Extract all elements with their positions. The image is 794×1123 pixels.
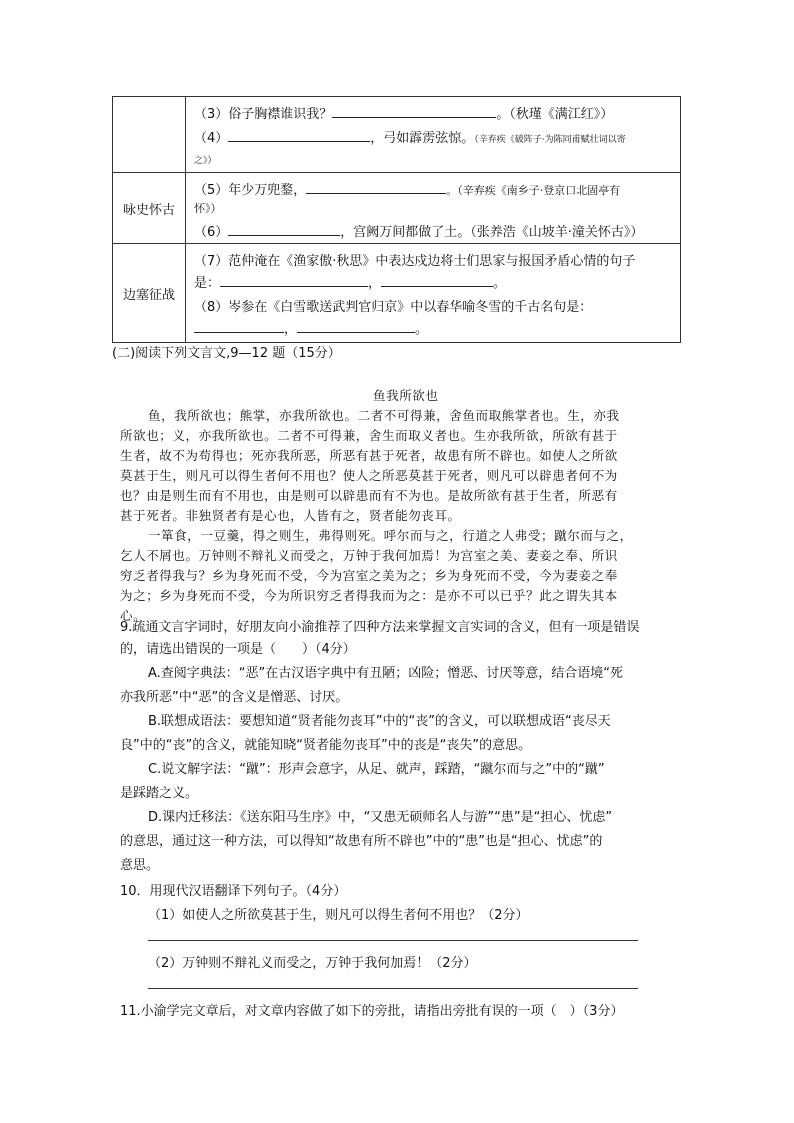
q4-blank[interactable] — [228, 129, 370, 142]
q9-stem: 9.疏通文言字词时，好朋友向小渝推荐了四种方法来掌握文言实词的含义，但有一项是错误 — [120, 620, 640, 635]
q7-text: （7）范仲淹在《渔家傲·秋思》中表达戍边将士们思家与报国矛盾心情的句子 — [194, 254, 636, 269]
passage-line: 穷乏者得我与？乡为身死而不受，今为宫室之美为之；乡为身死而不受，今为妻妾之奉 — [120, 568, 618, 583]
q4-source: （辛弃疾《破阵子·为陈同甫赋壮词以寄 — [474, 135, 626, 145]
q4-source-cont: 之》） — [194, 156, 217, 166]
q4-text: ，弓如霹雳弦惊。 — [370, 131, 475, 146]
q9-option-b-cont: 良”中的“丧”的含义，就能知晓“贤者能勿丧耳”中的丧是“丧失”的意思。 — [120, 738, 532, 753]
category-cell-2 — [113, 173, 186, 244]
passage-line: 乞人不屑也。万钟则不辩礼义而受之，万钟于我何加焉！为宫室之美、妻妾之奉、所识 — [120, 548, 618, 563]
q9-option-d-cont: 的意思，通过这一种方法，可以得知“故患有所不辟也”中的“患”也是“担心、忧虑”的 — [120, 834, 603, 849]
passage-line: 甚于死者。非独贤者有是心也，人皆有之，贤者能勿丧耳。 — [120, 508, 461, 523]
q10-answer-line-1[interactable] — [148, 940, 638, 941]
q6-blank[interactable] — [228, 223, 340, 236]
q3-source: 。（秋瑾《满江红》） — [496, 107, 614, 122]
q7-blank-2[interactable] — [381, 274, 493, 287]
q8-blank-1[interactable] — [194, 320, 284, 333]
row-3-content — [186, 244, 681, 343]
q6-number: （6） — [194, 225, 229, 240]
q8-sep: ， — [284, 322, 298, 337]
passage-line: 莫甚于生，则凡可以得生者何不用也？使人之所恶莫甚于死者，则凡可以辟患者何不为 — [120, 468, 618, 483]
q9-option-a[interactable]: A.查阅字典法：“恶”在古汉语字典中有丑陋；凶险；憎恶、讨厌等意，结合语境“死 — [148, 666, 624, 681]
category-cell-3 — [113, 244, 186, 343]
q9-option-d-cont2: 意思。 — [120, 858, 160, 873]
q9-option-c[interactable]: C.说文解字法：“蹴”：形声会意字，从足、就声，踩踏，“蹴尔而与之”中的“蹴” — [148, 762, 605, 777]
q9-stem-cont: 的，请选出错误的一项是（ ）（4分） — [120, 642, 356, 657]
q5-blank[interactable] — [306, 181, 446, 194]
q9-option-b[interactable]: B.联想成语法：要想知道“贤者能勿丧耳”中的“丧”的含义，可以联想成语“丧尽天 — [148, 714, 611, 729]
passage-line: 也？由是则生而有不用也，由是则可以辟患而有不为也。是故所欲有甚于生者，所恶有 — [120, 488, 618, 503]
q3-blank[interactable] — [332, 105, 496, 118]
category-label-history: 咏史怀古 — [122, 202, 175, 218]
q7-end: 。 — [493, 276, 507, 291]
passage-title: 鱼我所欲也 — [373, 388, 439, 403]
passage-line: 一箪食，一豆羹，得之则生，弗得则死。呼尔而与之，行道之人弗受；蹴尔而与之， — [148, 528, 633, 543]
q5-source: 。（辛弃疾《南乡子·登京口北固亭有 — [446, 184, 621, 197]
passage-line: 生者，故不为苟得也；死亦我所恶，所恶有甚于死者，故患有所不辟也。如使人之所欲 — [120, 448, 618, 463]
q9-option-d[interactable]: D.课内迁移法：《送东阳马生序》中，“又患无硕师名人与游”“患”是“担心、忧虑” — [148, 810, 613, 825]
q11-stem: 11.小渝学完文章后，对文章内容做了如下的旁批，请指出旁批有误的一项（ ）（3分） — [120, 1004, 624, 1019]
q7-blank-1[interactable] — [220, 274, 368, 287]
section-heading: (二)阅读下列文言文,9—12 题（15分） — [112, 346, 341, 361]
q10-answer-line-2[interactable] — [148, 988, 638, 989]
passage-line: 所欲也；义，亦我所欲也。二者不可得兼，舍生而取义者也。生亦我所欲，所欲有甚于 — [120, 428, 618, 443]
q10-sentence-2: （2）万钟则不辩礼义而受之，万钟于我何加焉！（2分） — [148, 956, 477, 971]
category-cell-1 — [113, 97, 186, 173]
category-label-frontier: 边塞征战 — [122, 287, 175, 303]
q5-text: （5）年少万兜鍪， — [194, 183, 307, 198]
passage-line: 心。 — [120, 608, 147, 623]
q7-sep: ， — [368, 276, 382, 291]
q9-option-a-cont: 亦我所恶”中“恶”的含义是憎恶、讨厌。 — [120, 690, 349, 705]
poem-fill-table — [112, 96, 681, 343]
q8-blank-2[interactable] — [297, 320, 415, 333]
passage-line: 为之；乡为身死而不受，今为所识穷乏者得我而为之：是亦不可以已乎？此之谓失其本 — [120, 588, 618, 603]
row-1-content — [186, 97, 681, 173]
q7-cont: 是： — [194, 276, 221, 291]
q3-text: （3）俗子胸襟谁识我？ — [194, 107, 333, 122]
q10-stem: 10．用现代汉语翻译下列句子。（4分） — [120, 884, 347, 899]
q10-sentence-1: （1）如使人之所欲莫甚于生，则凡可以得生者何不用也？（2分） — [148, 908, 529, 923]
row-2-content — [186, 173, 681, 244]
q9-option-c-cont: 是踩踏之义。 — [120, 786, 199, 801]
passage-line: 鱼，我所欲也；熊掌，亦我所欲也。二者不可得兼，舍鱼而取熊掌者也。生，亦我 — [148, 408, 620, 423]
q8-end: 。 — [415, 322, 429, 337]
q5-source-cont: 怀》） — [194, 202, 222, 215]
q4-number: （4） — [194, 131, 229, 146]
q8-text: （8）岑参在《白雪歌送武判官归京》中以春华喻冬雪的千古名句是： — [194, 300, 593, 315]
q6-text: ，宫阙万间都做了土。（张养浩《山坡羊·潼关怀古》） — [340, 225, 644, 240]
